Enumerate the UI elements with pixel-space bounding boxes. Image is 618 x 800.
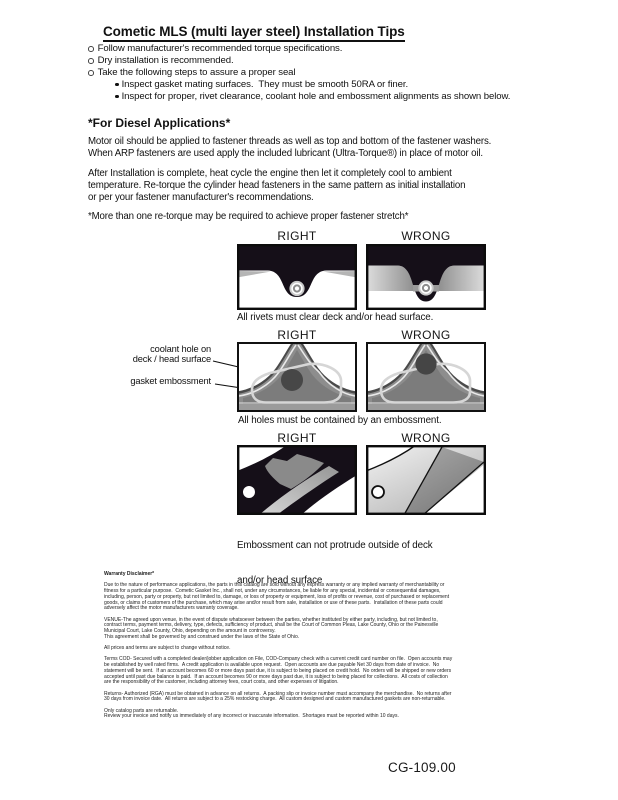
row3-caption-line: and/or head surface bbox=[237, 574, 323, 586]
warranty-disclaimer-heading: Warranty Disclaimer* bbox=[104, 571, 155, 577]
protrusion-wrong-diagram bbox=[366, 445, 486, 515]
bullet-dot-icon bbox=[115, 83, 119, 87]
row2-wrong-header: WRONG bbox=[401, 328, 451, 342]
embossment-wrong-diagram bbox=[366, 342, 486, 412]
bullet-circle-icon bbox=[88, 46, 94, 52]
warranty-paragraph: Due to the nature of performance applications, the parts in this catalog are sold without any express warranty or any implied warranty of merchantability or fitness for a particular purpose. Cometic Gasket Inc., shall not, under any circumstances, be liable for any special, incidental or consequential damages, including, person, party or property, but not limited to, damage, or loss of property or equipment, loss of profits or revenue, cost of purchased or replacement goods, or claims of customers of the purchase, which may arise and/or result from sale, installation or use of these parts. Installation of these parts could adversely affect the motor manufacturers warranty coverage. bbox=[104, 582, 450, 612]
diesel-note bbox=[88, 211, 491, 223]
protrusion-right-diagram bbox=[237, 445, 357, 515]
diesel-heading: *For Diesel Applications* bbox=[88, 116, 231, 130]
tip-sub-item bbox=[115, 91, 510, 103]
diesel-line: or per your fastener manufacturer's recommendations. bbox=[88, 192, 314, 204]
tip-item bbox=[88, 43, 510, 55]
row3-caption-line: Embossment can not protrude outside of deck bbox=[237, 540, 433, 551]
rivet-wrong-diagram bbox=[366, 244, 486, 310]
page-code: CG-109.00 bbox=[388, 760, 456, 775]
embossment-right-diagram bbox=[237, 342, 357, 412]
prices-paragraph: All prices and terms are subject to change without notice. bbox=[104, 645, 231, 651]
bullet-circle-icon bbox=[88, 58, 94, 64]
catalog-paragraph: Only catalog parts are returnable. Review your invoice and notify us immediately of any incorrect or inaccurate information. Shortages must be reported within 10 days. bbox=[104, 707, 399, 720]
tip-item bbox=[88, 55, 510, 67]
row1-wrong-header: WRONG bbox=[401, 229, 451, 243]
tip-text: Take the following steps to assure a proper seal bbox=[97, 67, 296, 78]
diesel-line: When ARP fasteners are used apply the included lubricant (Ultra-Torque®) in place of motor oil. bbox=[88, 148, 483, 160]
venue-paragraph: VENUE-The agreed upon venue, in the event of dispute whatsoever between the parties, whether instituted by either party, including, but not limited to, contract terms, payment terms, delivery, type, defects, sufficiency of product, shall be the Court of Common Pleas, Lake County, Ohio or the Painesville Municipal Court, Lake County, Ohio, depending on the amount in controversy. This agreement shall be governed by and construed under the laws of the State of Ohio. bbox=[104, 616, 439, 640]
row1-caption: All rivets must clear deck and/or head surface. bbox=[237, 312, 434, 323]
page-title: Cometic MLS (multi layer steel) Installation Tips bbox=[103, 24, 405, 42]
diesel-paragraph bbox=[88, 136, 491, 161]
tip-sub-item bbox=[115, 79, 510, 91]
rivet-right-diagram bbox=[237, 244, 357, 310]
diesel-line: After Installation is complete, heat cycle the engine then let it completely cool to ambient bbox=[88, 167, 452, 179]
bullet-dot-icon bbox=[115, 95, 119, 99]
terms-paragraph: Terms COD- Secured with a completed dealer/jobber application on File, COD-Company check with a current credit card number on file. Open accounts may be established by well rated firms. A credit application is available upon request. Open accounts are due payable Net 30 days from date of invoice. No statement will be sent. If an account becomes 60 or more days past due, it is subject to being placed on credit hold. No orders will be shipped or new orders accepted until past due balance is paid. If an account becomes 90 or more days past due, it is subject to being placed for collections. All costs of collection are the responsibility of the customer, including attorney fees, court costs, and other expenses of litigation. bbox=[104, 656, 453, 686]
coolant-hole-label: coolant hole on deck / head surface bbox=[132, 344, 211, 364]
row3-wrong-header: WRONG bbox=[401, 431, 451, 445]
row2-caption: All holes must be contained by an embossment. bbox=[238, 415, 442, 426]
row1-right-header: RIGHT bbox=[277, 229, 317, 243]
tip-text: Inspect for proper, rivet clearance, coolant hole and embossment alignments as shown below. bbox=[121, 91, 511, 102]
diesel-line: *More than one re-torque may be required to achieve proper fastener stretch* bbox=[88, 211, 409, 223]
tip-text: Dry installation is recommended. bbox=[97, 55, 234, 66]
bullet-circle-icon bbox=[88, 70, 94, 76]
returns-paragraph: Returns- Authorized (RGA) must be obtained in advance on all returns. A packing slip or invoice number must accompany the merchandise. No returns after 30 days from invoice date. All returns are subject to a 25% restocking charge. All custom designed and custom manufactured gaskets are non-returnable. bbox=[104, 690, 452, 703]
diesel-paragraph bbox=[88, 168, 491, 205]
installation-tips-list bbox=[88, 43, 510, 103]
gasket-embossment-label: gasket embossment bbox=[130, 376, 211, 386]
diesel-line: temperature. Re-torque the cylinder head fasteners in the same pattern as initial installation bbox=[88, 179, 466, 191]
diesel-line: Motor oil should be applied to fastener threads as well as top and bottom of the fastener washers. bbox=[88, 136, 492, 147]
row3-right-header: RIGHT bbox=[277, 431, 317, 445]
row2-right-header: RIGHT bbox=[277, 328, 317, 342]
diesel-section bbox=[88, 116, 491, 231]
legal-fine-print bbox=[104, 572, 518, 726]
tip-text: Inspect gasket mating surfaces. They must be smooth 50RA or finer. bbox=[121, 79, 409, 90]
tip-text: Follow manufacturer's recommended torque specifications. bbox=[97, 43, 343, 54]
tip-item bbox=[88, 67, 510, 79]
